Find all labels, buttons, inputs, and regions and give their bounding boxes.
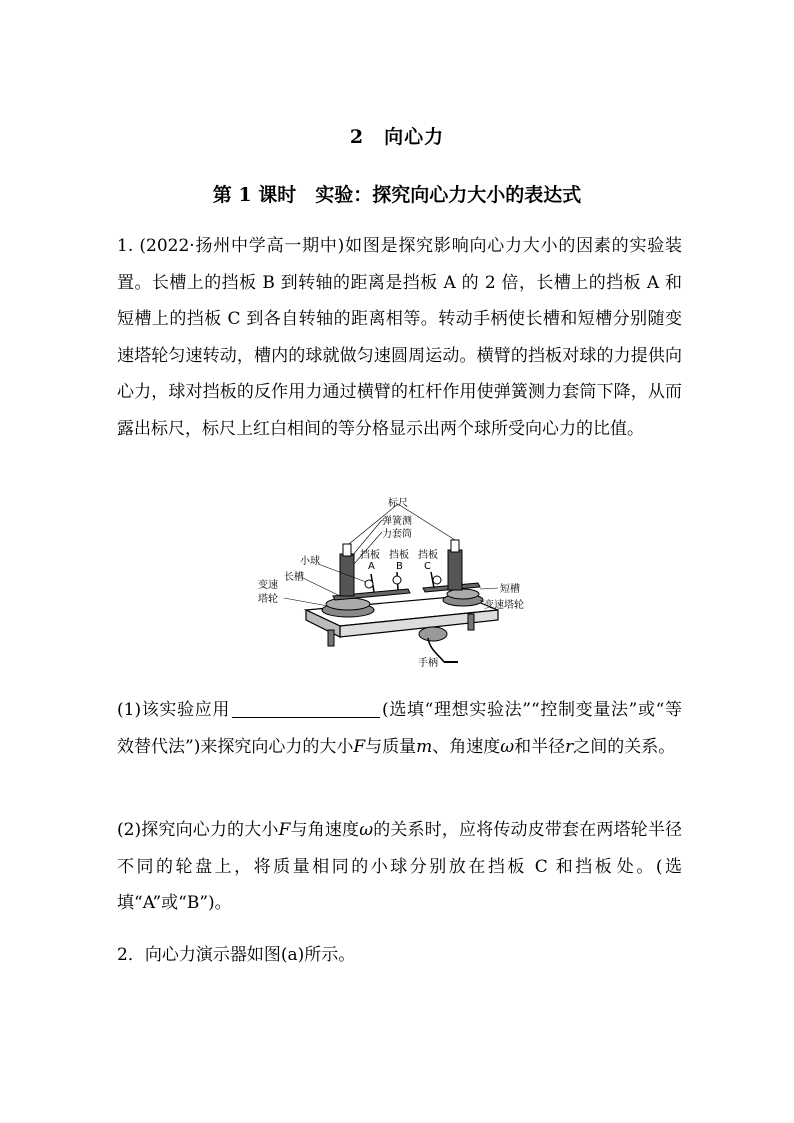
question-1-text: 1. (2022·扬州中学高一期中)如图是探究影响向心力大小的因素的实验装置。长槽上的挡板 B 到转轴的距离是挡板 A 的 2 倍，长槽上的挡板 A 和短槽上的挡板 C 到各自转轴的距离相等。转动手柄使长槽和短槽分别随变速塔轮匀速转动，槽内的球就做匀速圆周运动。横臂的挡板对球的力提供向心力，球对挡板的反作用力通过横臂的杠杆作用使弹簧测力套筒下降，从而露出标尺，标尺上红白相间的等分格显示出两个球所受向心力的比值。 xyxy=(117,236,682,439)
label-letter-a: A xyxy=(368,561,375,572)
label-spring-1: 弹簧测 xyxy=(382,516,412,527)
part-1-mid-3: 和半径 xyxy=(514,736,566,757)
label-speed-pulley-left-1: 变速 xyxy=(258,580,278,591)
part-1-end: 之间的关系。 xyxy=(573,736,676,757)
question-1-part-2 xyxy=(117,812,682,922)
variable-r: r xyxy=(565,736,574,757)
label-speed-pulley-left-2: 塔轮 xyxy=(258,594,278,605)
variable-omega: ω xyxy=(500,736,515,757)
label-short-slot: 短槽 xyxy=(500,584,520,595)
centripetal-force-apparatus-figure xyxy=(248,492,558,672)
part-2-mid-1: 与角速度 xyxy=(290,820,360,840)
question-2-text: 2．向心力演示器如图(a)所示。 xyxy=(117,945,356,965)
label-letter-b: B xyxy=(396,561,403,572)
label-baffle-c: 挡板 xyxy=(418,550,438,561)
label-letter-c: C xyxy=(424,561,431,572)
variable-omega-2: ω xyxy=(359,820,374,840)
variable-m: m xyxy=(416,736,433,757)
question-1-part-1 xyxy=(117,692,682,765)
label-ruler: 标尺 xyxy=(388,498,408,509)
variable-f: F xyxy=(353,736,366,757)
label-long-slot: 长槽 xyxy=(284,572,304,583)
label-handle: 手柄 xyxy=(418,658,438,669)
label-spring-2: 力套筒 xyxy=(382,529,412,540)
part-1-mid-2: 、角速度 xyxy=(432,736,501,757)
variable-f-2: F xyxy=(278,820,291,840)
label-speed-pulley-right: 变速塔轮 xyxy=(484,600,524,611)
label-baffle-a: 挡板 xyxy=(360,550,380,561)
label-baffle-b: 挡板 xyxy=(389,550,409,561)
answer-blank-method[interactable] xyxy=(232,699,380,718)
lesson-subtitle: 第 1 课时 实验：探究向心力大小的表达式 xyxy=(212,184,582,206)
part-1-prefix: (1)该实验应用 xyxy=(117,700,231,720)
part-2-end: 处。(选填“A”或“B”)。 xyxy=(117,856,682,914)
label-ball: 小球 xyxy=(300,556,320,567)
section-title: 2 向心力 xyxy=(349,126,445,148)
part-2-prefix: (2)探究向心力的大小 xyxy=(117,820,279,840)
part-1-mid-1: 与质量 xyxy=(365,736,417,757)
part-1-text: (选填“理想实验法”“控制变量法”或“等效替代法”)来探究向心力的大小 xyxy=(117,700,682,757)
part-2-text: 的关系时，应将传动皮带套在两塔轮半径不同的轮盘上，将质量相同的小球分别放在挡板 C 和挡板 xyxy=(117,820,683,877)
